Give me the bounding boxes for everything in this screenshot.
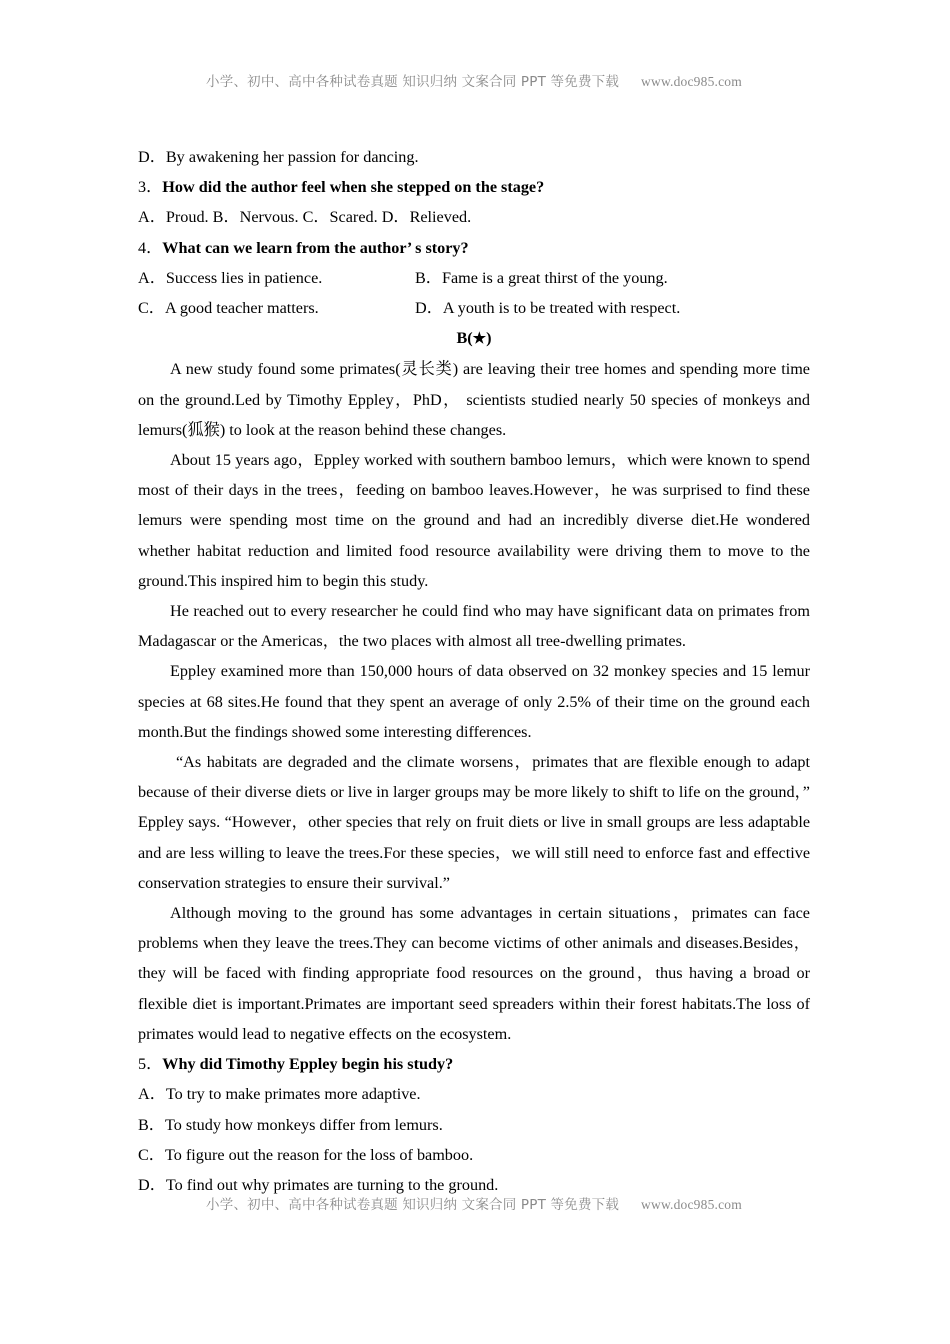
watermark-footer-text: 小学、初中、高中各种试卷真题 知识归纳 文案合同 PPT 等免费下载 bbox=[206, 1197, 620, 1213]
section-heading-suffix: ) bbox=[486, 329, 492, 348]
watermark-header bbox=[138, 70, 810, 90]
question-5-number: 5． bbox=[138, 1055, 163, 1074]
question-3-text: How did the author feel when she stepped on the stage? bbox=[162, 178, 545, 197]
passage-paragraph-6: Although moving to the ground has some advantages in certain situations，primates can face problems when they leave the trees.They can become victims of other animals and diseases.Besides，they will be faced with finding appropriate food resources on the ground，thus having a broad or flexible diet is important.Primates are important seed spreaders within their forest habitats.The loss of primates would lead to negative effects on the ecosystem. bbox=[138, 904, 810, 1043]
question-4-options-row-2 bbox=[138, 293, 810, 323]
question-4-option-d: D．A youth is to be treated with respect. bbox=[415, 299, 681, 318]
passage-paragraph-5: “As habitats are degraded and the climate worsens，primates that are flexible enough to adapt because of their diverse diets or live in larger groups may be more likely to shift to life on the ground，” Eppley says. “However，other species that rely on fruit diets or live in small groups are less adaptable and are less willing to leave the trees.For these species，we will still need to enforce fast and effective conservation strategies to ensure their survival.” bbox=[138, 753, 810, 892]
passage-section-heading bbox=[138, 323, 810, 354]
watermark-header-text: 小学、初中、高中各种试卷真题 知识归纳 文案合同 PPT 等免费下载 bbox=[206, 74, 620, 90]
question-5-text: Why did Timothy Eppley begin his study? bbox=[162, 1055, 454, 1074]
question-5-option-d: D．To find out why primates are turning to the ground. bbox=[138, 1175, 499, 1194]
passage-paragraph-3: He reached out to every researcher he could find who may have significant data on primates from Madagascar or the Americas，the two places with almost all tree-dwelling primates. bbox=[138, 602, 810, 651]
question-4-option-a: A．Success lies in patience. bbox=[138, 268, 323, 287]
question-4-option-c: C．A good teacher matters. bbox=[138, 299, 319, 318]
question-5-option-c: C．To figure out the reason for the loss of bamboo. bbox=[138, 1145, 474, 1164]
watermark-header-url: www.doc985.com bbox=[641, 74, 742, 89]
question-4-text: What can we learn from the author’ s story? bbox=[162, 238, 469, 257]
question-3-number: 3． bbox=[138, 178, 163, 197]
passage-paragraph-4: Eppley examined more than 150,000 hours of data observed on 32 monkey species and 15 lemur species at 68 sites.He found that they spent an average of only 2.5% of their time on the ground each month.But the findings showed some interesting differences. bbox=[138, 662, 810, 741]
question-4-number: 4． bbox=[138, 238, 163, 257]
question-4-stem bbox=[138, 233, 810, 263]
watermark-footer bbox=[138, 1193, 810, 1213]
question-5-option-b: B．To study how monkeys differ from lemurs. bbox=[138, 1115, 443, 1134]
passage-paragraph-1: A new study found some primates(灵长类) are leaving their tree homes and spending more time on the ground.Led by Timothy Eppley，PhD， scientists studied nearly 50 species of monkeys and lemurs(狐猴) to look at the reason behind these changes. bbox=[138, 360, 810, 439]
passage-paragraph-2: About 15 years ago，Eppley worked with southern bamboo lemurs，which were known to spend most of their days in the trees，feeding on bamboo leaves.However，he was surprised to find these lemurs were spending most time on the ground and had an incredibly diverse diet.He wondered whether habitat reduction and limited food resource availability were driving them to move to the ground.This inspired him to begin this study. bbox=[138, 451, 810, 590]
question-5-stem bbox=[138, 1049, 810, 1079]
document-body bbox=[138, 142, 810, 1200]
question-5-option-a: A．To try to make primates more adaptive. bbox=[138, 1085, 421, 1104]
section-heading-prefix: B( bbox=[456, 329, 473, 348]
question-3-stem bbox=[138, 172, 810, 202]
question-4-options-row-1 bbox=[138, 263, 810, 293]
star-icon: ★ bbox=[472, 331, 487, 348]
q2-option-d: D．By awakening her passion for dancing. bbox=[138, 148, 419, 166]
watermark-footer-url: www.doc985.com bbox=[641, 1197, 742, 1212]
question-3-options: A．Proud. B．Nervous. C．Scared. D．Relieved. bbox=[138, 208, 472, 227]
question-4-option-b: B．Fame is a great thirst of the young. bbox=[415, 268, 668, 287]
